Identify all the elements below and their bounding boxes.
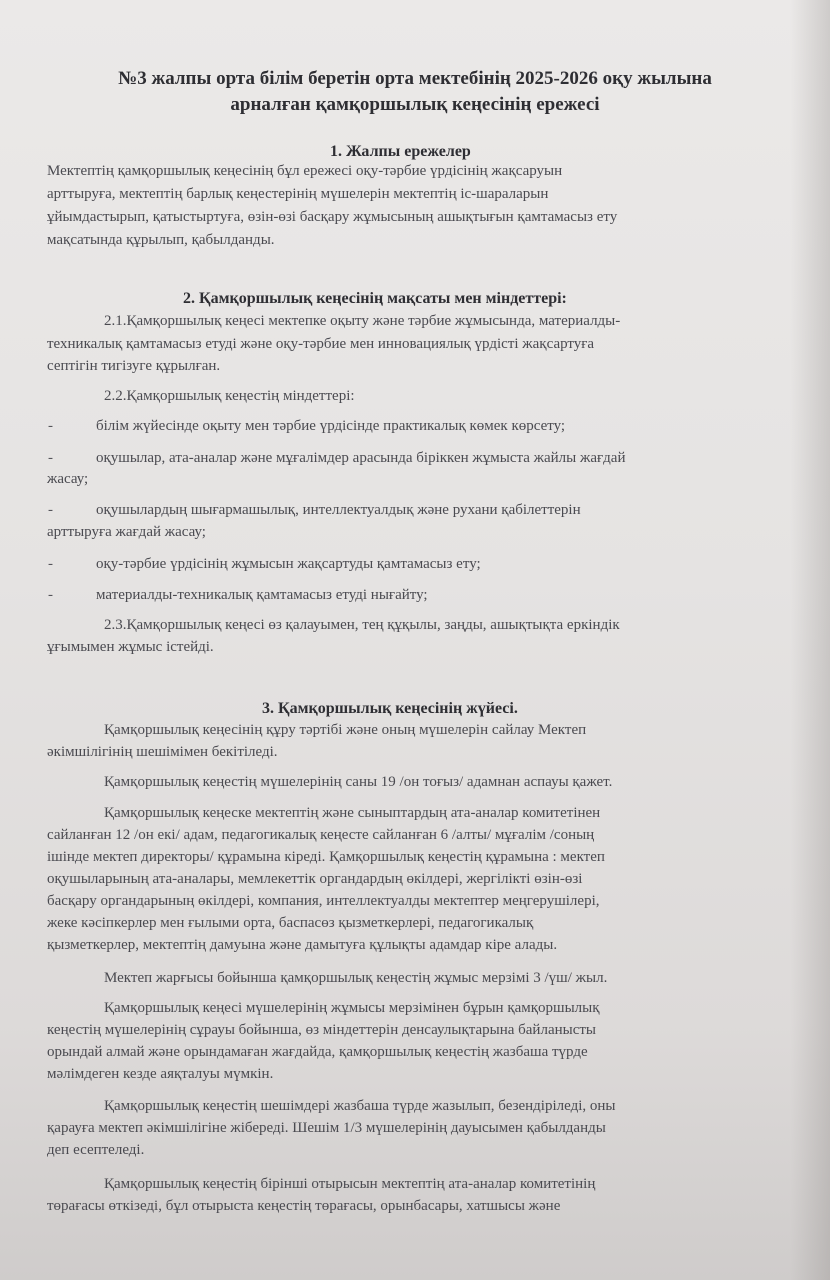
bullet-dash: - [48, 502, 53, 518]
section-2-subheading: 2.2.Қамқоршылық кеңестің міндеттері: [104, 388, 355, 404]
section-3-heading: 3. Қамқоршылық кеңесінің жүйесі. [262, 700, 518, 717]
section-1-line: ұйымдастырып, қатыстыртуға, өзін-өзі басқару жұмысының ашықтығын қамтамасыз ету [47, 209, 618, 225]
section-3-line: ішінде мектеп директоры/ құрамына кіреді. Қамқоршылық кеңестің құрамына : мектеп [47, 849, 605, 865]
section-3-line: оқушыларының ата-аналары, мемлекеттік органдардың өкілдері, жергілікті өзін-өзі [47, 871, 583, 887]
section-3-line: әкімшілігінің шешімімен бекітіледі. [47, 744, 278, 760]
section-3-line: Қамқоршылық кеңестің мүшелерінің саны 19 /он тоғыз/ адамнан аспауы қажет. [104, 774, 613, 790]
section-3-line: кеңестің мүшелерінің сұрауы бойынша, өз міндеттерін денсаулықтарына байланысты [47, 1022, 597, 1038]
section-3-line: Қамқоршылық кеңеске мектептің және сыныптардың ата-аналар комитетінен [104, 805, 601, 821]
bullet-item: оқушылардың шығармашылық, интеллектуалдық және рухани қабілеттерін [96, 502, 581, 518]
bullet-item: материалды-техникалық қамтамасыз етуді нығайту; [96, 587, 428, 603]
section-3-line: Қамқоршылық кеңестің шешімдері жазбаша түрде жазылып, безендіріледі, оны [104, 1098, 616, 1114]
section-3-line: Қамқоршылық кеңесі мүшелерінің жұмысы мерзімінен бұрын қамқоршылық [104, 1000, 600, 1016]
document-title-line-2: арналған қамқоршылық кеңесінің ережесі [230, 94, 600, 115]
bullet-item: оқу-тәрбие үрдісінің жұмысын жақсартуды қамтамасыз ету; [96, 556, 481, 572]
section-2-heading: 2. Қамқоршылық кеңесінің мақсаты мен міндеттері: [183, 290, 567, 307]
section-3-line: сайланған 12 /он екі/ адам, педагогикалық кеңесте сайланған 6 /алты/ мұғалім /соның [47, 827, 595, 843]
section-3-line: қарауға мектеп әкімшілігіне жібереді. Шешім 1/3 мүшелерінің дауысымен қабылданды [47, 1120, 606, 1136]
section-3-line: мәлімдеген кезде аяқталуы мүмкін. [47, 1066, 274, 1082]
section-2-line: ұғымымен жұмыс істейді. [47, 639, 214, 655]
document-title-line-1: №3 жалпы орта білім беретін орта мектебінің 2025-2026 оқу жылына [118, 68, 712, 89]
section-3-line: Мектеп жарғысы бойынша қамқоршылық кеңестің жұмыс мерзімі 3 /үш/ жыл. [104, 970, 608, 986]
bullet-dash: - [48, 450, 53, 466]
section-3-line: Қамқоршылық кеңестің бірінші отырысын мектептің ата-аналар комитетінің [104, 1176, 596, 1192]
bullet-item: білім жүйесінде оқыту мен тәрбие үрдісінде практикалық көмек көрсету; [96, 418, 566, 434]
bullet-item: оқушылар, ата-аналар және мұғалімдер арасында біріккен жұмыста жайлы жағдай [96, 450, 626, 466]
section-2-line: септігін тигізуге құрылған. [47, 358, 221, 374]
section-3-line: орындай алмай және орындамаған жағдайда, қамқоршылық кеңестің жазбаша түрде [47, 1044, 588, 1060]
bullet-dash: - [48, 587, 53, 603]
bullet-item-continuation: арттыруға жағдай жасау; [47, 524, 206, 540]
section-2-line: техникалық қамтамасыз етуді және оқу-тәрбие мен инновациялық үрдісті жақсартуға [47, 336, 595, 352]
section-1-line: мақсатында құрылып, қабылданды. [47, 232, 275, 248]
bullet-dash: - [48, 418, 53, 434]
section-3-line: басқару органдарының өкілдері, компания, интеллектуалды мектептер меңгерушілері, [47, 893, 600, 909]
bullet-dash: - [48, 556, 53, 572]
section-1-line: Мектептің қамқоршылық кеңесінің бұл ережесі оқу-тәрбие үрдісінің жақсаруын [47, 163, 563, 179]
section-3-line: жеке кәсіпкерлер мен ғылыми орта, баспасөз қызметкерлері, педагогикалық [47, 915, 534, 931]
section-3-line: деп есептеледі. [47, 1142, 145, 1158]
section-1-line: арттыруға, мектептің барлық кеңестерінің мүшелерін мектептің іс-шараларын [47, 186, 549, 202]
section-2-line: 2.3.Қамқоршылық кеңесі өз қалауымен, тең құқылы, заңды, ашықтықта еркіндік [104, 617, 620, 633]
section-1-heading: 1. Жалпы ережелер [330, 143, 471, 160]
bullet-item-continuation: жасау; [47, 471, 89, 487]
section-3-line: Қамқоршылық кеңесінің құру тәртібі және оның мүшелерін сайлау Мектеп [104, 722, 587, 738]
section-3-line: қызметкерлер, мектептің дамуына және дамытуға құлықты адамдар кіре алады. [47, 937, 558, 953]
section-2-line: 2.1.Қамқоршылық кеңесі мектепке оқыту және тәрбие жұмысында, материалды- [104, 313, 621, 329]
section-3-line: төрағасы өткізеді, бұл отырыста кеңестің төрағасы, орынбасары, хатшысы және [47, 1198, 561, 1214]
